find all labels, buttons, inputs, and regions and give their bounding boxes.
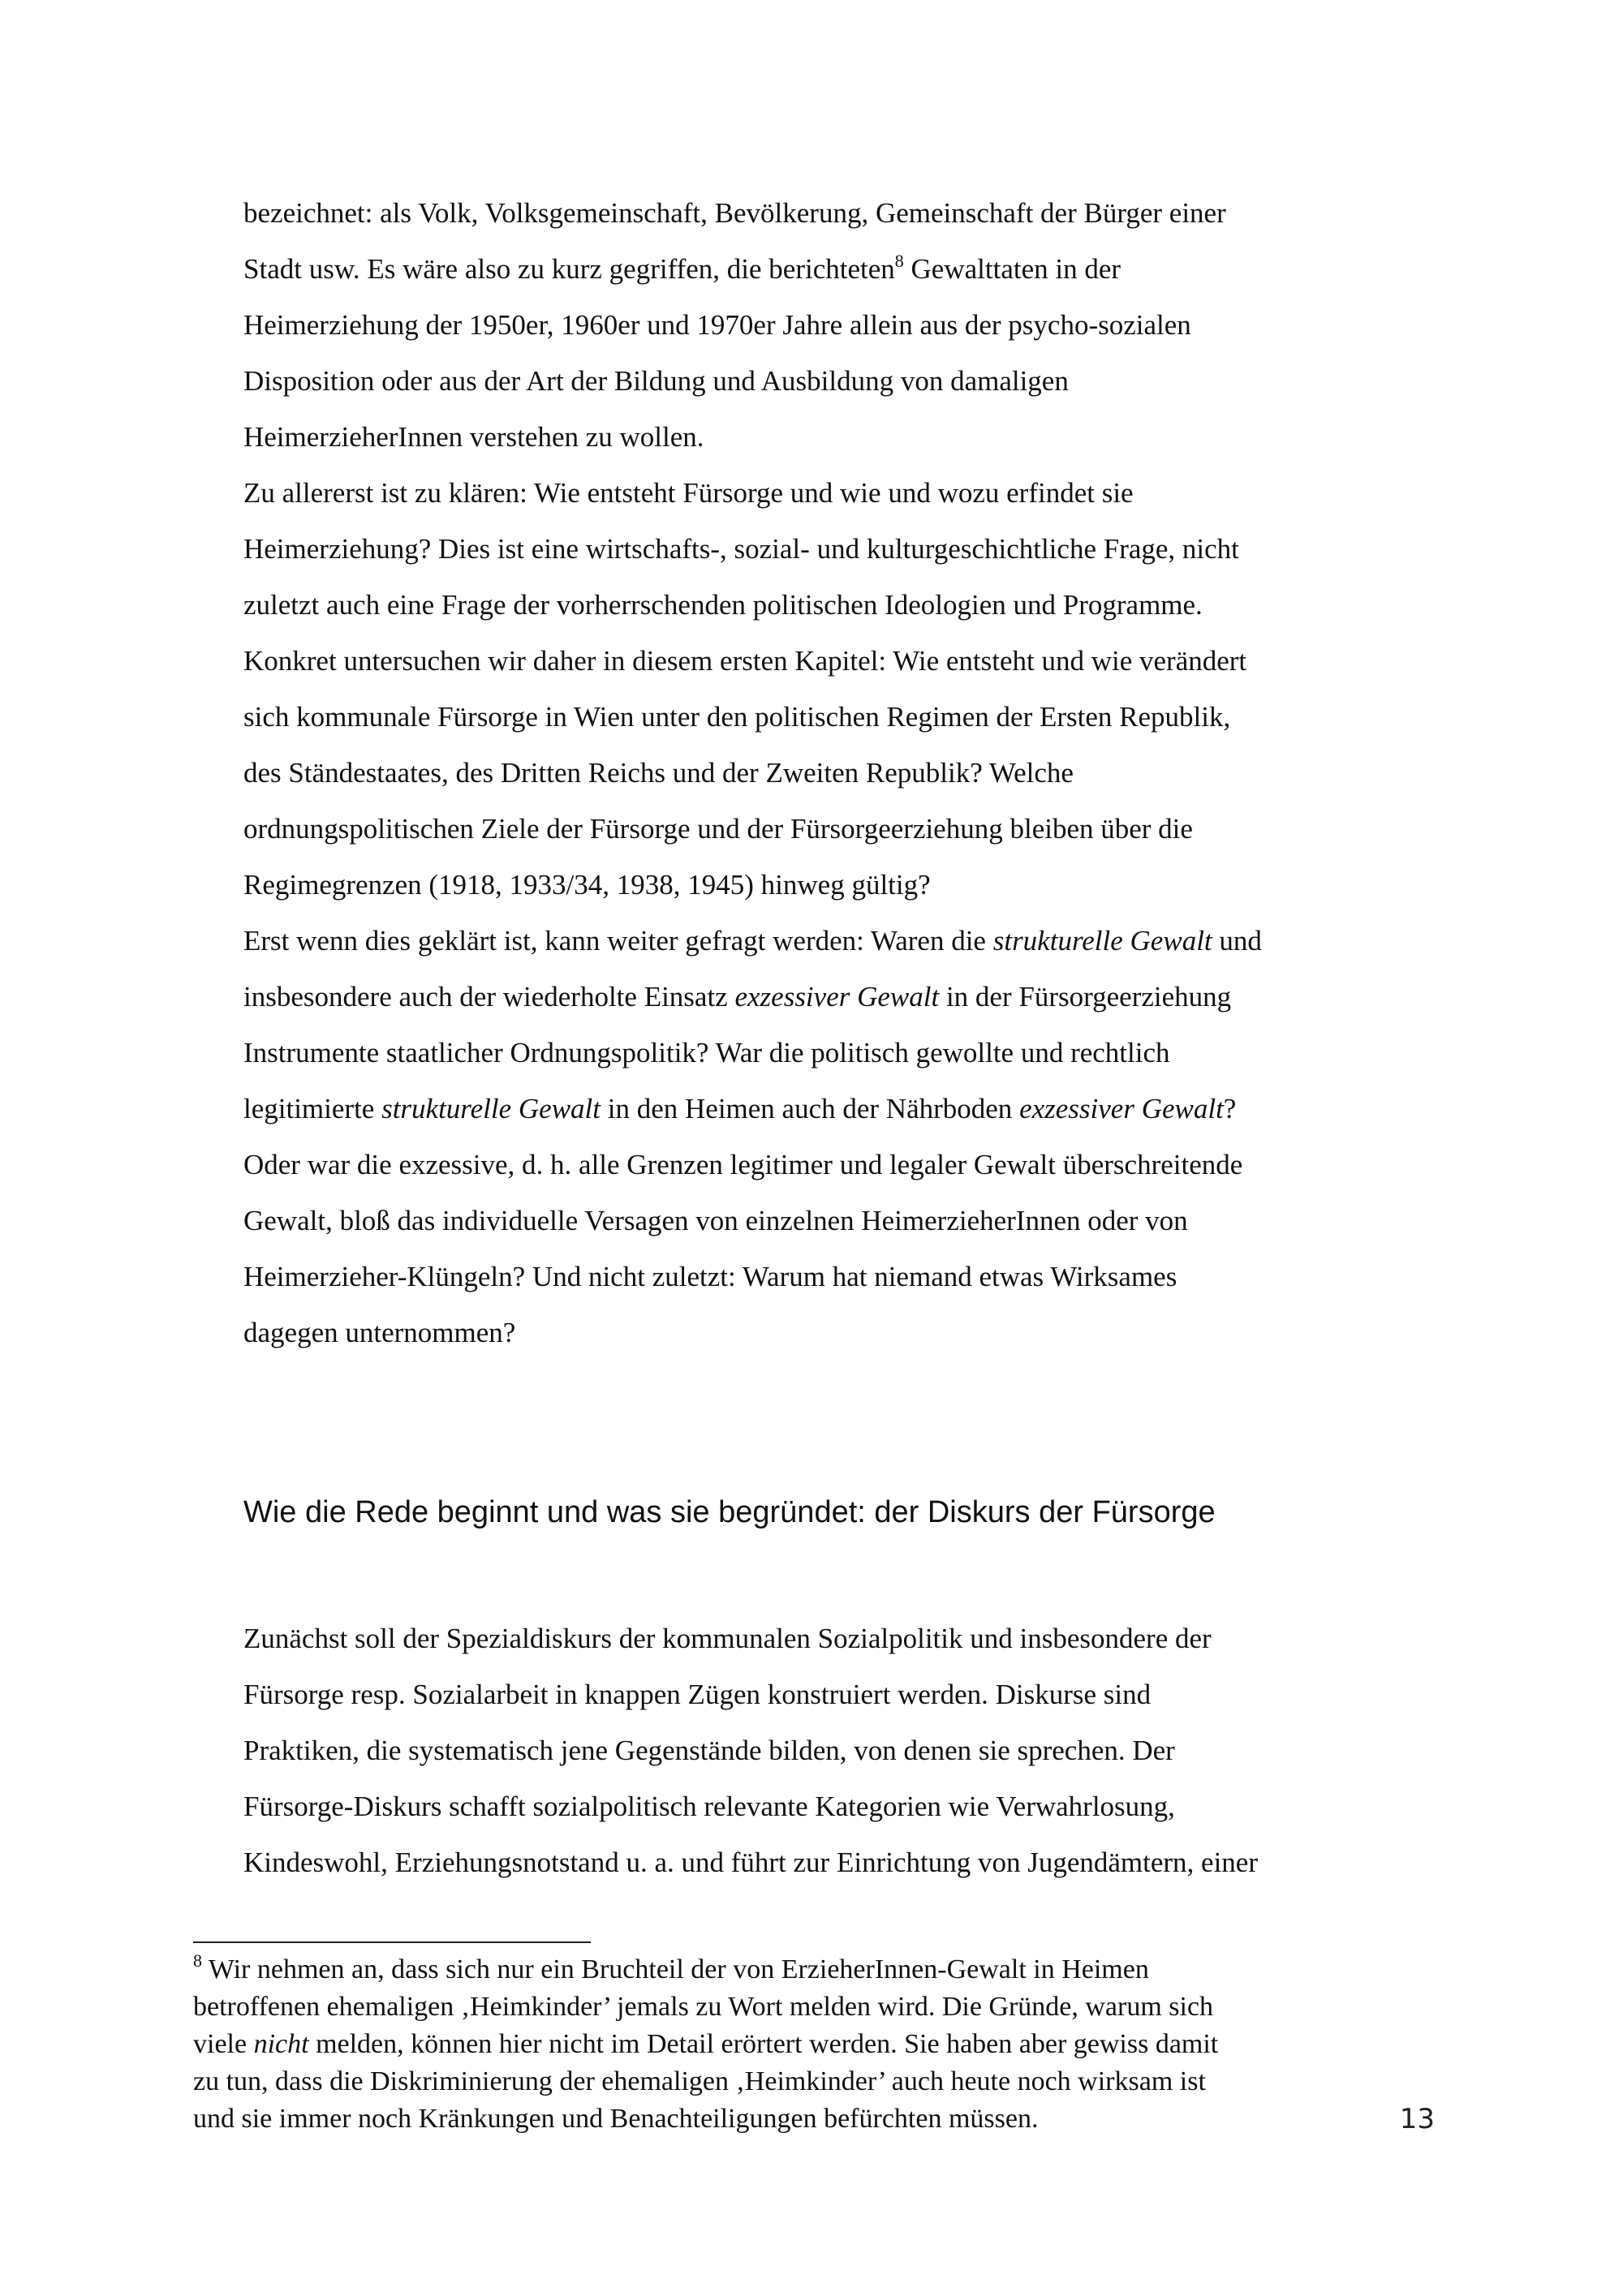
emphasis-text: strukturelle Gewalt (992, 925, 1212, 957)
text-line (193, 1951, 1443, 1989)
text-line (243, 969, 1428, 1025)
text-line (243, 465, 1428, 521)
text-line (243, 857, 1428, 913)
emphasis-text: strukturelle Gewalt (381, 1093, 601, 1124)
text-run: Heimerziehung der 1950er, 1960er und 1970er Jahre allein aus der psycho-sozialen (243, 309, 1191, 341)
text-run: Disposition oder aus der Art der Bildung und Ausbildung von damaligen (243, 365, 1069, 397)
text-line (243, 1193, 1428, 1249)
text-run: sich kommunale Fürsorge in Wien unter den politischen Regimen der Ersten Republik, (243, 701, 1231, 733)
text-run: Zu allererst ist zu klären: Wie entsteht Fürsorge und wie und wozu erfindet sie (243, 477, 1134, 509)
text-run: in den Heimen auch der Nährboden (601, 1093, 1020, 1124)
text-run: Heimerzieher-Klüngeln? Und nicht zuletzt: Warum hat niemand etwas Wirksames (243, 1261, 1177, 1292)
page-number: 13 (1399, 2103, 1435, 2135)
text-run: dagegen unternommen? (243, 1317, 516, 1348)
text-line (243, 409, 1428, 465)
text-line (243, 297, 1428, 353)
text-line (243, 633, 1428, 689)
text-line (243, 1666, 1428, 1722)
text-run: und (1212, 925, 1262, 957)
text-line (243, 1722, 1428, 1778)
text-run: ordnungspolitischen Ziele der Fürsorge und der Fürsorgeerziehung bleiben über die (243, 813, 1193, 845)
emphasis-text: exzessiver Gewalt (1019, 1093, 1224, 1124)
text-line (243, 241, 1428, 297)
text-line (243, 1249, 1428, 1305)
text-line (243, 1025, 1428, 1081)
text-line (193, 2026, 1443, 2063)
text-line (243, 1778, 1428, 1834)
text-line (193, 2063, 1443, 2100)
text-run: Wir nehmen an, dass sich nur ein Bruchteil der von ErzieherInnen-Gewalt in Heimen (202, 1954, 1149, 1984)
footnote-reference: 8 (193, 1950, 202, 1971)
text-run: insbesondere auch der wiederholte Einsatz (243, 981, 735, 1013)
text-line (243, 689, 1428, 745)
text-run: Instrumente staatlicher Ordnungspolitik? War die politisch gewollte und rechtlich (243, 1037, 1170, 1068)
text-run: in der Fürsorgeerziehung (939, 981, 1232, 1013)
text-run: zuletzt auch eine Frage der vorherrschenden politischen Ideologien und Programme. (243, 589, 1203, 621)
emphasis-text: nicht (253, 2029, 309, 2059)
section-heading: Wie die Rede beginnt und was sie begründet: der Diskurs der Fürsorge (243, 1495, 1216, 1529)
text-line (243, 185, 1428, 241)
text-run: Erst wenn dies geklärt ist, kann weiter gefragt werden: Waren die (243, 925, 993, 957)
text-run: Praktiken, die systematisch jene Gegenstände bilden, von denen sie sprechen. Der (243, 1735, 1175, 1766)
text-run: des Ständestaates, des Dritten Reichs und der Zweiten Republik? Welche (243, 757, 1074, 789)
text-run: viele (193, 2029, 254, 2059)
text-line (243, 801, 1428, 857)
footnote-8 (193, 1951, 1443, 2138)
footnote-reference: 8 (894, 251, 904, 271)
text-line (243, 1610, 1428, 1666)
text-run: Fürsorge-Diskurs schafft sozialpolitisch relevante Kategorien wie Verwahrlosung, (243, 1791, 1175, 1822)
text-line (243, 577, 1428, 633)
text-line (193, 1989, 1443, 2026)
text-run: Konkret untersuchen wir daher in diesem ersten Kapitel: Wie entsteht und wie verändert (243, 645, 1247, 677)
text-run: Gewalttaten in der (903, 253, 1121, 285)
text-run: Heimerziehung? Dies ist eine wirtschafts-, sozial- und kulturgeschichtliche Frage, nicht (243, 533, 1239, 565)
text-line (243, 1834, 1428, 1890)
text-run: HeimerzieherInnen verstehen zu wollen. (243, 421, 704, 453)
text-run: Fürsorge resp. Sozialarbeit in knappen Zügen konstruiert werden. Diskurse sind (243, 1679, 1152, 1710)
emphasis-text: exzessiver Gewalt (734, 981, 940, 1013)
text-line (243, 353, 1428, 409)
text-line (243, 745, 1428, 801)
text-run: Regimegrenzen (1918, 1933/34, 1938, 1945) hinweg gültig? (243, 869, 931, 901)
text-run: und sie immer noch Kränkungen und Benachteiligungen befürchten müssen. (193, 2104, 1039, 2134)
text-run: Oder war die exzessive, d. h. alle Grenzen legitimer und legaler Gewalt überschreitende (243, 1149, 1243, 1180)
text-run: ? (1223, 1093, 1237, 1124)
intro-paragraphs (243, 185, 1428, 1361)
text-line (243, 913, 1428, 969)
text-line (243, 521, 1428, 577)
text-run: legitimierte (243, 1093, 382, 1124)
text-run: Gewalt, bloß das individuelle Versagen von einzelnen HeimerzieherInnen oder von (243, 1205, 1188, 1236)
footnote-separator (193, 1941, 591, 1943)
text-line (193, 2100, 1443, 2138)
section-body (243, 1610, 1428, 1890)
text-run: betroffenen ehemaligen ‚Heimkinder’ jemals zu Wort melden wird. Die Gründe, warum sich (193, 1992, 1214, 2022)
text-run: Kindeswohl, Erziehungsnotstand u. a. und führt zur Einrichtung von Jugendämtern, einer (243, 1847, 1258, 1878)
text-run: bezeichnet: als Volk, Volksgemeinschaft, Bevölkerung, Gemeinschaft der Bürger einer (243, 197, 1226, 229)
text-run: Stadt usw. Es wäre also zu kurz gegriffen, die berichteten (243, 253, 895, 285)
text-line (243, 1305, 1428, 1361)
text-run: zu tun, dass die Diskriminierung der ehemaligen ‚Heimkinder’ auch heute noch wirksam ist (193, 2066, 1206, 2096)
text-line (243, 1081, 1428, 1137)
text-run: Zunächst soll der Spezialdiskurs der kommunalen Sozialpolitik und insbesondere der (243, 1623, 1212, 1654)
text-line (243, 1137, 1428, 1193)
text-run: melden, können hier nicht im Detail erörtert werden. Sie haben aber gewiss damit (308, 2029, 1219, 2059)
